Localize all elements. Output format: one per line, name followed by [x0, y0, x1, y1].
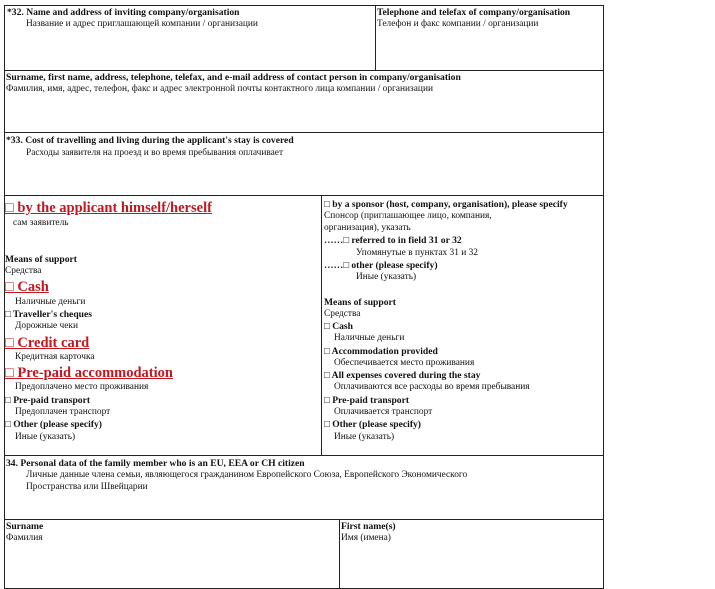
first-name-label: First name(s): [341, 521, 396, 532]
option-sponsor[interactable]: □ by a sponsor (host, company, organisation), please specify: [324, 199, 568, 210]
right-option-cash[interactable]: □ Cash: [324, 321, 353, 332]
option-sponsor-referred[interactable]: ……□ referred to in field 31 or 32: [324, 235, 462, 246]
right-option-all-expenses[interactable]: □ All expenses covered during the stay: [324, 370, 481, 381]
left-option-cheques[interactable]: □ Traveller's cheques: [5, 309, 92, 320]
first-name-label-ru: Имя (имена): [341, 533, 391, 543]
field-32-tel-title: Telephone and telefax of company/organisation: [377, 7, 571, 18]
option-sponsor-ru-1: Спонсор (приглашающее лицо, компания,: [324, 211, 492, 221]
field-32-title-ru: Название и адрес приглашающей компании / организации: [26, 19, 258, 29]
left-option-cash-ru: Наличные деньги: [15, 297, 86, 307]
right-option-accommodation-ru: Обеспечивается место проживания: [334, 358, 475, 368]
left-option-prepaid-transport[interactable]: □ Pre-paid transport: [5, 395, 91, 406]
right-option-all-expenses-ru: Оплачиваются все расходы во время пребывания: [334, 382, 530, 392]
left-means-label-ru: Средства: [5, 266, 42, 276]
right-option-other[interactable]: □ Other (please specify): [324, 419, 422, 430]
field-34-title: 34. Personal data of the family member who is an EU, EEA or CH citizen: [6, 458, 305, 469]
left-option-prepaid-transport-ru: Предоплачен транспорт: [15, 407, 111, 417]
field-32-title: *32. Name and address of inviting company/organisation: [7, 7, 240, 18]
field-34-title-ru-2: Пространства или Швейцарии: [26, 482, 148, 492]
contact-title: Surname, first name, address, telephone, telefax, and e-mail address of contact person in company/organisation: [6, 72, 461, 83]
left-option-other-ru: Иные (указать): [15, 432, 76, 442]
left-option-credit-card-ru: Кредитная карточка: [15, 352, 95, 362]
left-option-prepaid-accommodation[interactable]: □ Pre-paid accommodation: [5, 365, 173, 381]
option-applicant-himself-ru: сам заявитель: [13, 218, 69, 228]
right-means-label-ru: Средства: [324, 309, 361, 319]
right-option-accommodation[interactable]: □ Accommodation provided: [324, 346, 438, 357]
right-option-transport-ru: Оплачивается транспорт: [334, 407, 433, 417]
field-surname[interactable]: [4, 519, 340, 589]
left-option-other[interactable]: □ Other (please specify): [5, 419, 103, 430]
surname-label: Surname: [6, 521, 44, 532]
right-option-other-ru: Иные (указать): [334, 432, 395, 442]
surname-label-ru: Фамилия: [6, 533, 43, 543]
left-option-cheques-ru: Дорожные чеки: [15, 321, 78, 331]
left-means-label: Means of support: [5, 254, 77, 265]
left-option-cash[interactable]: □ Cash: [5, 279, 49, 295]
right-option-transport[interactable]: □ Pre-paid transport: [324, 395, 410, 406]
contact-title-ru: Фамилия, имя, адрес, телефон, факс и адрес электронной почты контактного лица компании / организации: [6, 84, 433, 94]
field-33-title: *33. Cost of travelling and living during the applicant's stay is covered: [6, 135, 294, 146]
option-applicant-himself[interactable]: □ by the applicant himself/herself: [5, 200, 212, 216]
option-sponsor-referred-ru: Упомянутые в пунктах 31 и 32: [356, 248, 478, 258]
option-sponsor-other-ru: Иные (указать): [356, 272, 417, 282]
option-sponsor-other[interactable]: ……□ other (please specify): [324, 260, 438, 271]
field-32-tel-title-ru: Телефон и факс компании / организации: [377, 19, 539, 29]
right-means-label: Means of support: [324, 297, 396, 308]
left-option-prepaid-accommodation-ru: Предоплачено место проживания: [15, 382, 149, 392]
left-option-credit-card[interactable]: □ Credit card: [5, 335, 90, 351]
right-option-cash-ru: Наличные деньги: [334, 333, 405, 343]
field-33-title-ru: Расходы заявителя на проезд и во время пребывания оплачивает: [26, 148, 284, 158]
field-34-title-ru-1: Личные данные члена семьи, являющегося гражданином Европейского Союза, Европейского Экономического: [26, 470, 468, 480]
field-33-divider: [321, 196, 322, 455]
option-sponsor-ru-2: организация), указать: [324, 223, 411, 233]
